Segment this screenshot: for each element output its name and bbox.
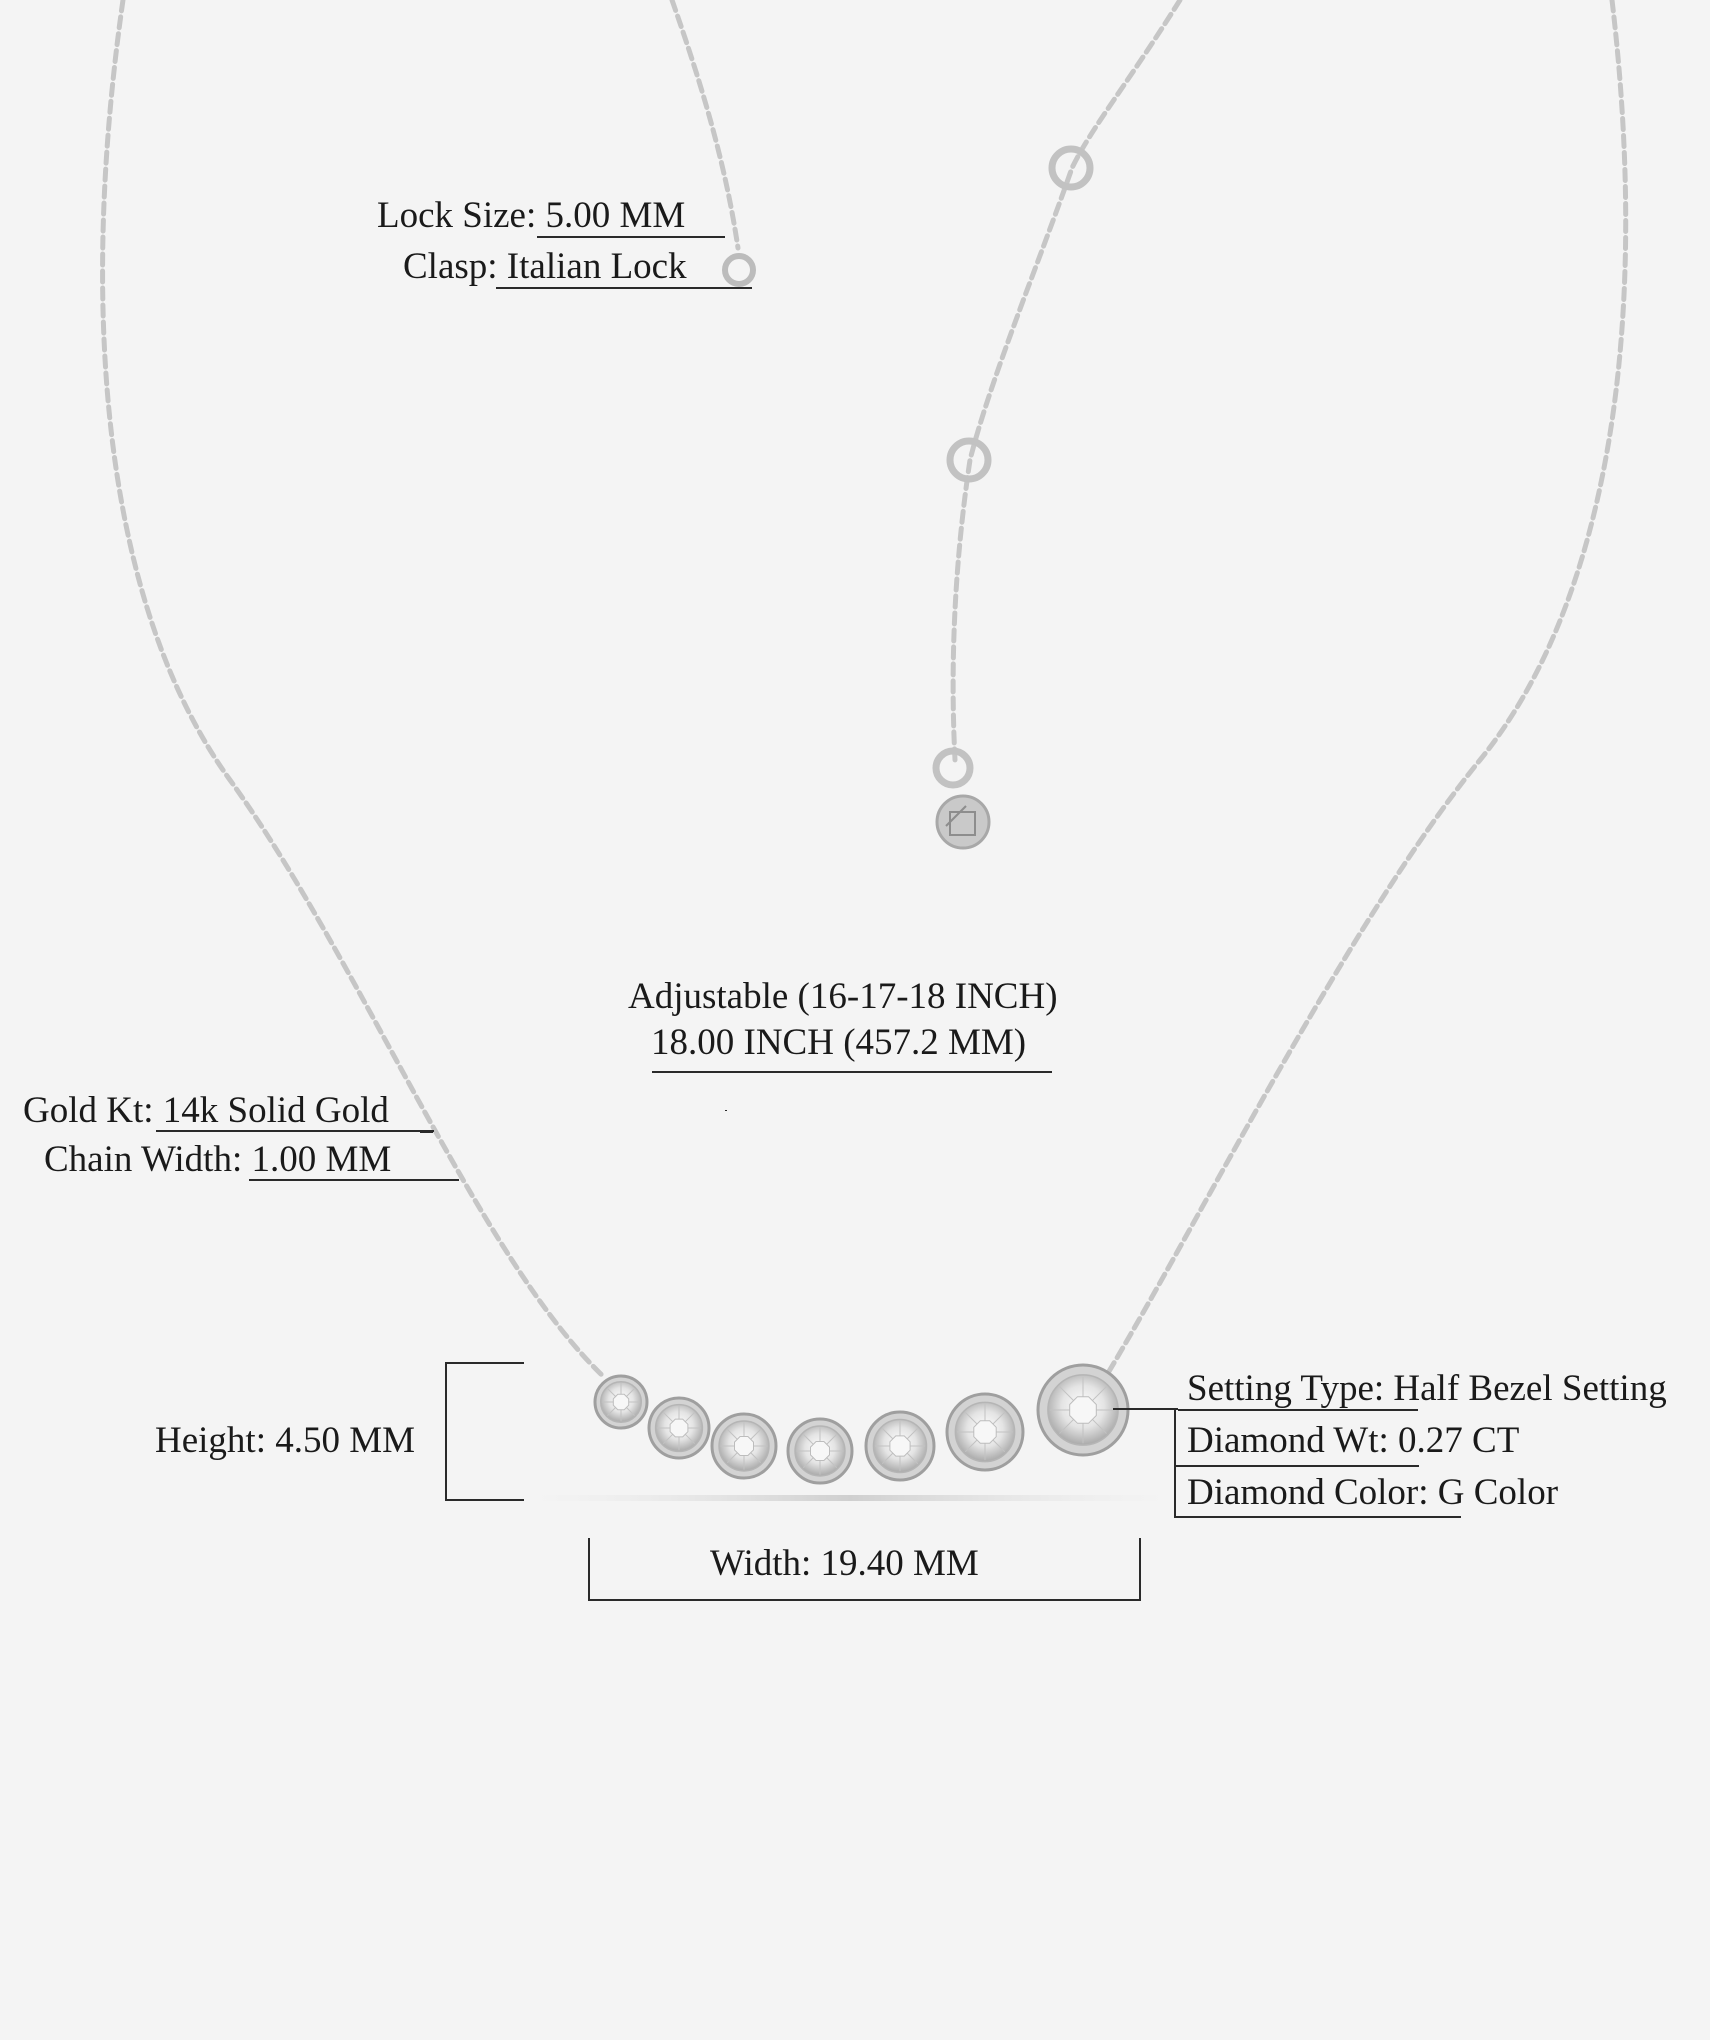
clasp-ring <box>725 256 753 284</box>
gold-kt-label: Gold Kt: 14k Solid Gold <box>23 1090 389 1131</box>
gold-kt-underline <box>156 1130 434 1132</box>
height-bracket <box>446 1363 524 1500</box>
extender-rings <box>936 149 1090 785</box>
brand-tag-icon <box>937 796 989 848</box>
width-label: Width: 19.40 MM <box>710 1543 979 1584</box>
lock-size-label: Lock Size: 5.00 MM <box>377 195 686 236</box>
diamond-weight-underline <box>1175 1465 1419 1467</box>
diamond-weight-label: Diamond Wt: 0.27 CT <box>1187 1420 1520 1461</box>
diamond-stone <box>712 1414 776 1478</box>
diamond-stone <box>649 1398 709 1458</box>
pendant-stones <box>595 1365 1128 1483</box>
chain-width-label: Chain Width: 1.00 MM <box>44 1139 392 1180</box>
adjustable-length-label: Adjustable (16-17-18 INCH) <box>628 976 1058 1017</box>
diamond-color-label: Diamond Color: G Color <box>1187 1472 1559 1513</box>
diamond-color-underline <box>1175 1516 1461 1518</box>
setting-type-underline <box>1178 1409 1418 1411</box>
chain-length-label: 18.00 INCH (457.2 MM) <box>651 1022 1027 1063</box>
chain-length-underline <box>652 1071 1052 1073</box>
diamond-stone <box>595 1376 647 1428</box>
diamond-stone <box>947 1394 1023 1470</box>
chain-width-underline <box>249 1179 459 1181</box>
diamond-stone <box>866 1412 934 1480</box>
right-chain <box>1105 0 1626 1378</box>
pendant-shadow <box>530 1495 1170 1501</box>
extender-chain <box>953 0 1180 760</box>
clasp-underline <box>496 287 752 289</box>
diamond-stone <box>788 1419 852 1483</box>
clasp-label: Clasp: Italian Lock <box>403 246 687 287</box>
height-label: Height: 4.50 MM <box>155 1420 416 1461</box>
lock-size-underline <box>537 236 725 238</box>
setting-type-label: Setting Type: Half Bezel Setting <box>1187 1368 1667 1409</box>
